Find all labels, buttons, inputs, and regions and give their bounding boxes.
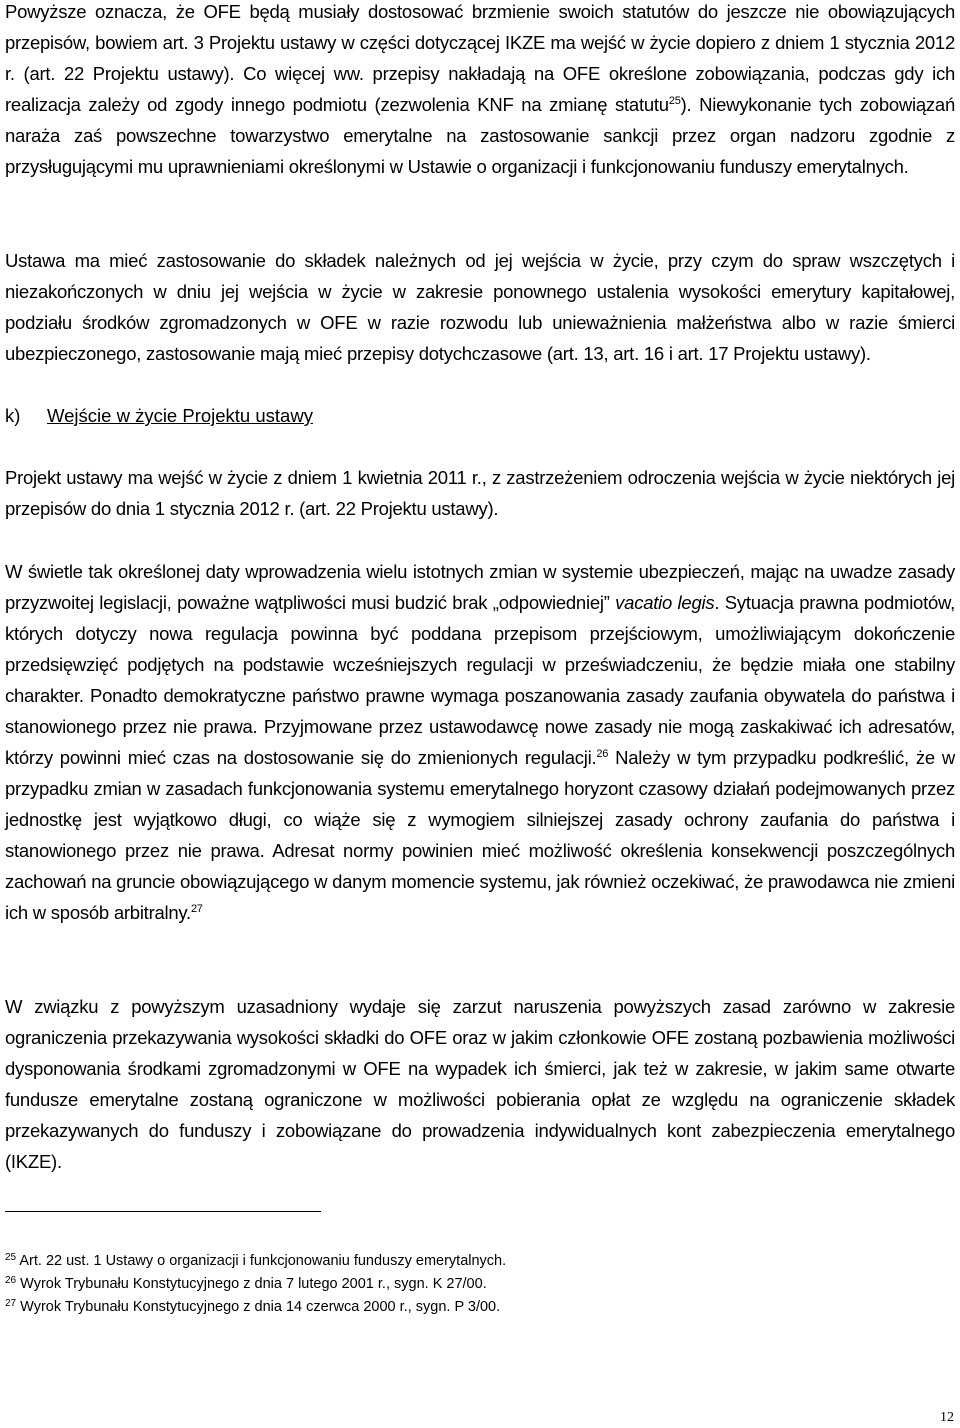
footnote-separator [5, 1211, 321, 1212]
paragraph-text: . Sytuacja prawna podmiotów, których dotyczy nowa regulacja powinna być poddana przepisom przejściowym, umożliwiającym dokończenie przedsięwzięć podjętych na podstawie wcześniejszych regulacji w przeświadczeniu, że będzie miała one stabilny charakter. Ponadto demokratyczne państwo prawne wymaga poszanowania zasady zaufania obywatela do państwa i stanowionego przez nie prawa. Przyjmowane przez ustawodawcę nowe zasady nie mogą zaskakiwać ich adresatów, którzy powinni mieć czas na dostosowanie się do zmienionych regulacji. [5, 592, 955, 768]
footnote-text: Wyrok Trybunału Konstytucyjnego z dnia 14 czerwca 2000 r., sygn. P 3/00. [16, 1299, 501, 1315]
footnote-ref-25[interactable]: 25 [668, 95, 681, 107]
footnote-ref-26[interactable]: 26 [596, 748, 609, 760]
paragraph-text: ). Niewykonanie tych zobowiązań naraża zaś powszechne towarzystwo emerytalne na zastosowanie sankcji przez organ nadzoru zgodnie z przysługującymi mu uprawnieniami określonymi w Ustawie o organizacji i funkcjonowaniu funduszy emerytalnych. [5, 94, 955, 177]
footnotes [5, 1250, 955, 1319]
paragraph-conclusion: W związku z powyższym uzasadniony wydaje się zarzut naruszenia powyższych zasad zarówno w zakresie ograniczenia przekazywania wysokości składki do OFE oraz w jakim członkowie OFE zostaną pozbawienia możliwości dysponowania środkami zgromadzonymi w OFE na wypadek ich śmierci, jak też w zakresie, w jakim same otwarte fundusze emerytalne zostaną ograniczone w możliwości pobierania opłat ze względu na ograniczenie składek przekazywanych do funduszy i zobowiązane do prowadzenia indywidualnych kont zabezpieczenia emerytalnego (IKZE). [5, 996, 955, 1172]
footnote-text: Wyrok Trybunału Konstytucyjnego z dnia 7 lutego 2001 r., sygn. K 27/00. [16, 1276, 487, 1292]
paragraph-application: Ustawa ma mieć zastosowanie do składek należnych od jej wejścia w życie, przy czym do spraw wszczętych i niezakończonych w dniu jej wejścia w życie w zakresie ponownego ustalenia wysokości emerytury kapitałowej, podziału środków zgromadzonych w OFE w razie rozwodu lub unieważnienia małżeństwa albo w razie śmierci ubezpieczonego, zastosowanie mają mieć przepisy dotychczasowe (art. 13, art. 16 i art. 17 Projektu ustawy). [5, 250, 955, 364]
footnote-text: Art. 22 ust. 1 Ustawy o organizacji i funkcjonowaniu funduszy emerytalnych. [16, 1253, 507, 1269]
section-letter: k) [5, 405, 21, 426]
page-number: 12 [940, 1410, 954, 1425]
footnote-number: 26 [5, 1275, 17, 1286]
paragraph-statutes [5, 0, 955, 182]
paragraph-text: W świetle tak określonej daty wprowadzenia wielu istotnych zmian w systemie ubezpieczeń, mając na uwadze zasady przyzwoitej legislacji, poważne wątpliwości musi budzić brak „odpowiedniej” [5, 561, 955, 613]
footnote-number: 27 [5, 1298, 17, 1309]
paragraph-vacatio-legis [5, 556, 955, 928]
italic-term: vacatio legis [615, 592, 715, 613]
section-heading [5, 400, 955, 431]
footnote-25 [5, 1250, 955, 1273]
paragraph-text: Należy w tym przypadku podkreślić, że w przypadku zmian w zasadach funkcjonowania systemu emerytalnego horyzont czasowy działań podejmowanych przez jednostkę jest wyjątkowo długi, co wiąże się z wymogiem silniejszej zasady ochrony zaufania do państwa i stanowionego przez nie prawa. Adresat normy powinien mieć możliwość określenia konsekwencji poszczególnych zachowań na gruncie obowiązującego w danym momencie systemu, jak również oczekiwać, że prawodawca nie zmieni ich w sposób arbitralny. [5, 747, 955, 923]
section-title: Wejście w życie Projektu ustawy [47, 405, 313, 426]
footnote-27 [5, 1296, 955, 1319]
footnote-ref-27[interactable]: 27 [190, 903, 203, 915]
paragraph-entry-into-force: Projekt ustawy ma wejść w życie z dniem 1 kwietnia 2011 r., z zastrzeżeniem odroczenia wejścia w życie niektórych jej przepisów do dnia 1 stycznia 2012 r. (art. 22 Projektu ustawy). [5, 467, 955, 519]
paragraph-text: Powyższe oznacza, że OFE będą musiały dostosować brzmienie swoich statutów do jeszcze nie obowiązujących przepisów, bowiem art. 3 Projektu ustawy w części dotyczącej IKZE ma wejść w życie dopiero z dniem 1 stycznia 2012 r. (art. 22 Projektu ustawy). Co więcej ww. przepisy nakładają na OFE określone zobowiązania, podczas gdy ich realizacja zależy od zgody innego podmiotu (zezwolenia KNF na zmianę statutu [5, 1, 955, 115]
footnote-number: 25 [5, 1252, 17, 1263]
footnote-26 [5, 1273, 955, 1296]
